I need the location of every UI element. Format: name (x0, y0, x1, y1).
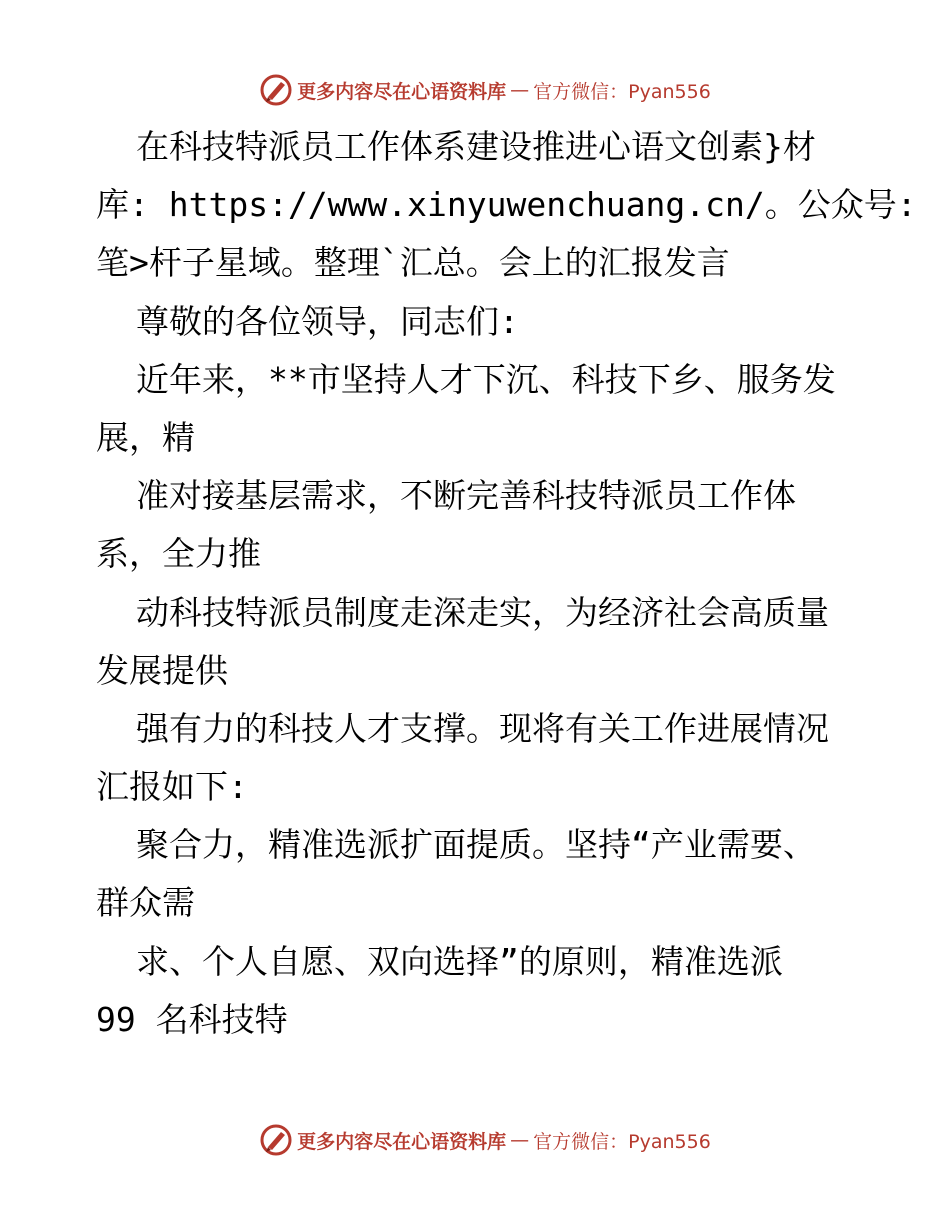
text-line: 发展提供 (96, 650, 228, 690)
banner-wechat: 官方微信：Pyan556 (533, 1130, 711, 1153)
text-line: 尊敬的各位领导，同志们: (136, 301, 519, 341)
text-line: 强有力的科技人才支撑。现将有关工作进展情况 (136, 708, 829, 748)
text-line: 群众需 (96, 883, 195, 923)
text-line: 求、个人自愿、双向选择”的原则，精准选派 (136, 941, 783, 981)
pen-circle-logo-icon (259, 1123, 293, 1157)
footer-banner (0, 1120, 950, 1160)
text-line: 在科技特派员工作体系建设推进心语文创素}材 (136, 127, 816, 166)
text-line: 展，精 (96, 417, 195, 457)
banner-dash: — (510, 79, 530, 101)
pen-circle-logo-icon (259, 73, 293, 107)
text-line: 准对接基层需求，不断完善科技特派员工作体 (136, 476, 796, 516)
document-body (96, 118, 917, 1049)
text-line: 笔>杆子星域。整理`汇总。会上的汇报发言 (96, 243, 730, 283)
footer-banner-inner (259, 1123, 711, 1157)
text-line: 系，全力推 (96, 534, 261, 574)
banner-title: 更多内容尽在心语资料库 (297, 1130, 507, 1153)
banner-wechat: 官方微信：Pyan556 (533, 80, 711, 103)
text-line: 聚合力，精准选派扩面提质。坚持“产业需要、 (136, 825, 816, 865)
text-line: 库: https://www.xinyuwenchuang.cn/。公众号: (96, 185, 917, 225)
banner-dash: — (510, 1129, 530, 1151)
text-line: 99 名科技特 (96, 999, 288, 1039)
text-line: 近年来，**市坚持人才下沉、科技下乡、服务发 (136, 359, 836, 399)
header-banner-inner (259, 73, 711, 107)
text-line: 汇报如下: (96, 767, 248, 807)
text-line: 动科技特派员制度走深走实，为经济社会高质量 (136, 592, 829, 632)
header-banner (0, 70, 950, 110)
banner-title: 更多内容尽在心语资料库 (297, 80, 507, 103)
